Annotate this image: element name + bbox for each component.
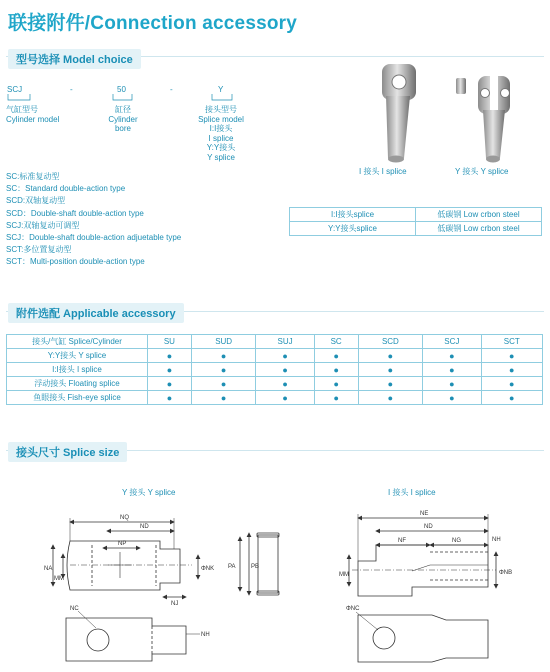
model-code-part3: Y [218,85,224,94]
table-cell: ● [423,391,481,405]
table-cell: ● [191,377,256,391]
model-desc-line: SCD：Double-shaft double-action type [6,208,144,218]
dim-label-nd: ND [424,524,433,530]
model-code-part1: SCJ [7,85,23,94]
dim-label-nk: ΦNK [201,566,215,572]
dim-label-ng: NG [452,538,461,544]
table-cell: ● [148,391,192,405]
dim-label-na: NA [44,566,53,572]
i-splice-photo-label: I 接头 I splice [359,167,407,176]
table-header-cell: SCD [358,335,423,349]
table-header-cell: SUD [191,335,256,349]
model-code-sep1: - [70,85,73,94]
model-desc-line: SCJ：Double-shaft double-action adjuetable type [6,233,182,243]
page-title: 联接附件/Connection accessory [8,13,298,34]
dim-label-nb: ΦNB [499,570,513,576]
table-cell: ● [358,377,423,391]
dim-label-nq: NQ [120,515,129,521]
dim-label-nj: NJ [171,601,179,607]
model-code-sep2: - [170,85,173,94]
y-pin-outline [258,535,278,593]
model-desc-line: SCT：Multi-position double-action type [6,257,145,267]
y-splice-photo-label: Y 接头 Y splice [455,167,509,176]
table-header-cell: SC [314,335,358,349]
table-cell: ● [314,377,358,391]
table-cell: ● [423,363,481,377]
model-cylinder-label: 气缸型号 Cylinder model [6,105,60,124]
dim-label-np: NP [118,541,127,547]
model-bore-label: 缸径 Cylinder bore [108,105,138,133]
table-header-cell: 接头/气缸 Splice/Cylinder [7,335,148,349]
table-row-label: 鱼眼接头 Fish-eye splice [7,391,148,405]
i-splice-dimension-labels [339,511,512,612]
table-cell: ● [256,363,314,377]
model-splice-label: 接头型号 Splice model I:I接头 I splice Y:Y接头 Y splice [198,105,244,162]
table-header-cell: SU [148,335,192,349]
table-cell: ● [481,363,543,377]
table-cell: ● [191,363,256,377]
table-cell: ● [256,349,314,363]
table-cell: ● [423,349,481,363]
table-row-label: Y:Y接头 Y splice [7,349,148,363]
table-cell: ● [314,363,358,377]
model-desc-line: SCJ:双轴复动可调型 [6,220,80,230]
table-cell: ● [148,363,192,377]
material-value-cell: 低碳钢 Low crbon steel [416,208,542,222]
i-body-outline [358,545,488,596]
table-cell: ● [314,349,358,363]
dim-label-pa: PA [228,564,236,570]
model-code-part2: 50 [117,85,126,94]
table-cell: ● [148,377,192,391]
table-cell: ● [481,377,543,391]
y-splice-drawing [53,518,279,661]
material-part-cell: I:I接头splice [290,208,416,222]
y-splice-drawing-title: Y 接头 Y splice [122,488,176,497]
dim-label-nh: NH [492,537,501,543]
dim-label-pb: PB [251,564,260,570]
table-cell: ● [256,377,314,391]
dim-label-nc: ΦNC [346,606,360,612]
table-cell: ● [358,391,423,405]
table-cell: ● [358,363,423,377]
y-splice-dimension-labels [44,515,259,638]
table-cell: ● [191,391,256,405]
table-cell: ● [481,391,543,405]
table-header-cell: SCT [481,335,543,349]
model-desc-line: SC:标准复动型 [6,172,60,181]
table-cell: ● [481,349,543,363]
dim-label-mm: MM [339,572,349,578]
model-desc-line: SC：Standard double-action type [6,184,126,194]
i-splice-drawing-title: I 接头 I splice [388,488,436,497]
section-model-choice: 型号选择 Model choice [8,49,141,69]
table-cell: ● [358,349,423,363]
table-header-cell: SUJ [256,335,314,349]
dim-label-nh: NH [201,632,210,638]
i-splice-drawing [349,514,496,662]
dim-label-nd: ND [140,524,149,530]
dim-label-nc: NC [70,606,79,612]
table-row-label: 浮动接头 Floating splice [7,377,148,391]
model-desc-line: SCT:多位置复动型 [6,245,72,255]
table-cell: ● [191,349,256,363]
material-value-cell: 低碳钢 Low crbon steel [416,222,542,236]
section-applicable-accessory: 附件选配 Applicable accessory [8,303,184,323]
section-splice-size: 接头尺寸 Splice size [8,442,127,462]
table-cell: ● [314,391,358,405]
dim-label-ne: NE [420,511,429,517]
i-top-outline [358,615,488,662]
dim-label-nf: NF [398,538,406,544]
table-cell: ● [148,349,192,363]
y-top-outline [66,618,186,661]
dim-label-mm: MM [54,576,64,582]
table-header-cell: SCJ [423,335,481,349]
model-desc-line: SCD:双轴复动型 [6,196,66,206]
table-cell: ● [423,377,481,391]
material-part-cell: Y:Y接头splice [290,222,416,236]
table-row-label: I:I接头 I splice [7,363,148,377]
table-cell: ● [256,391,314,405]
